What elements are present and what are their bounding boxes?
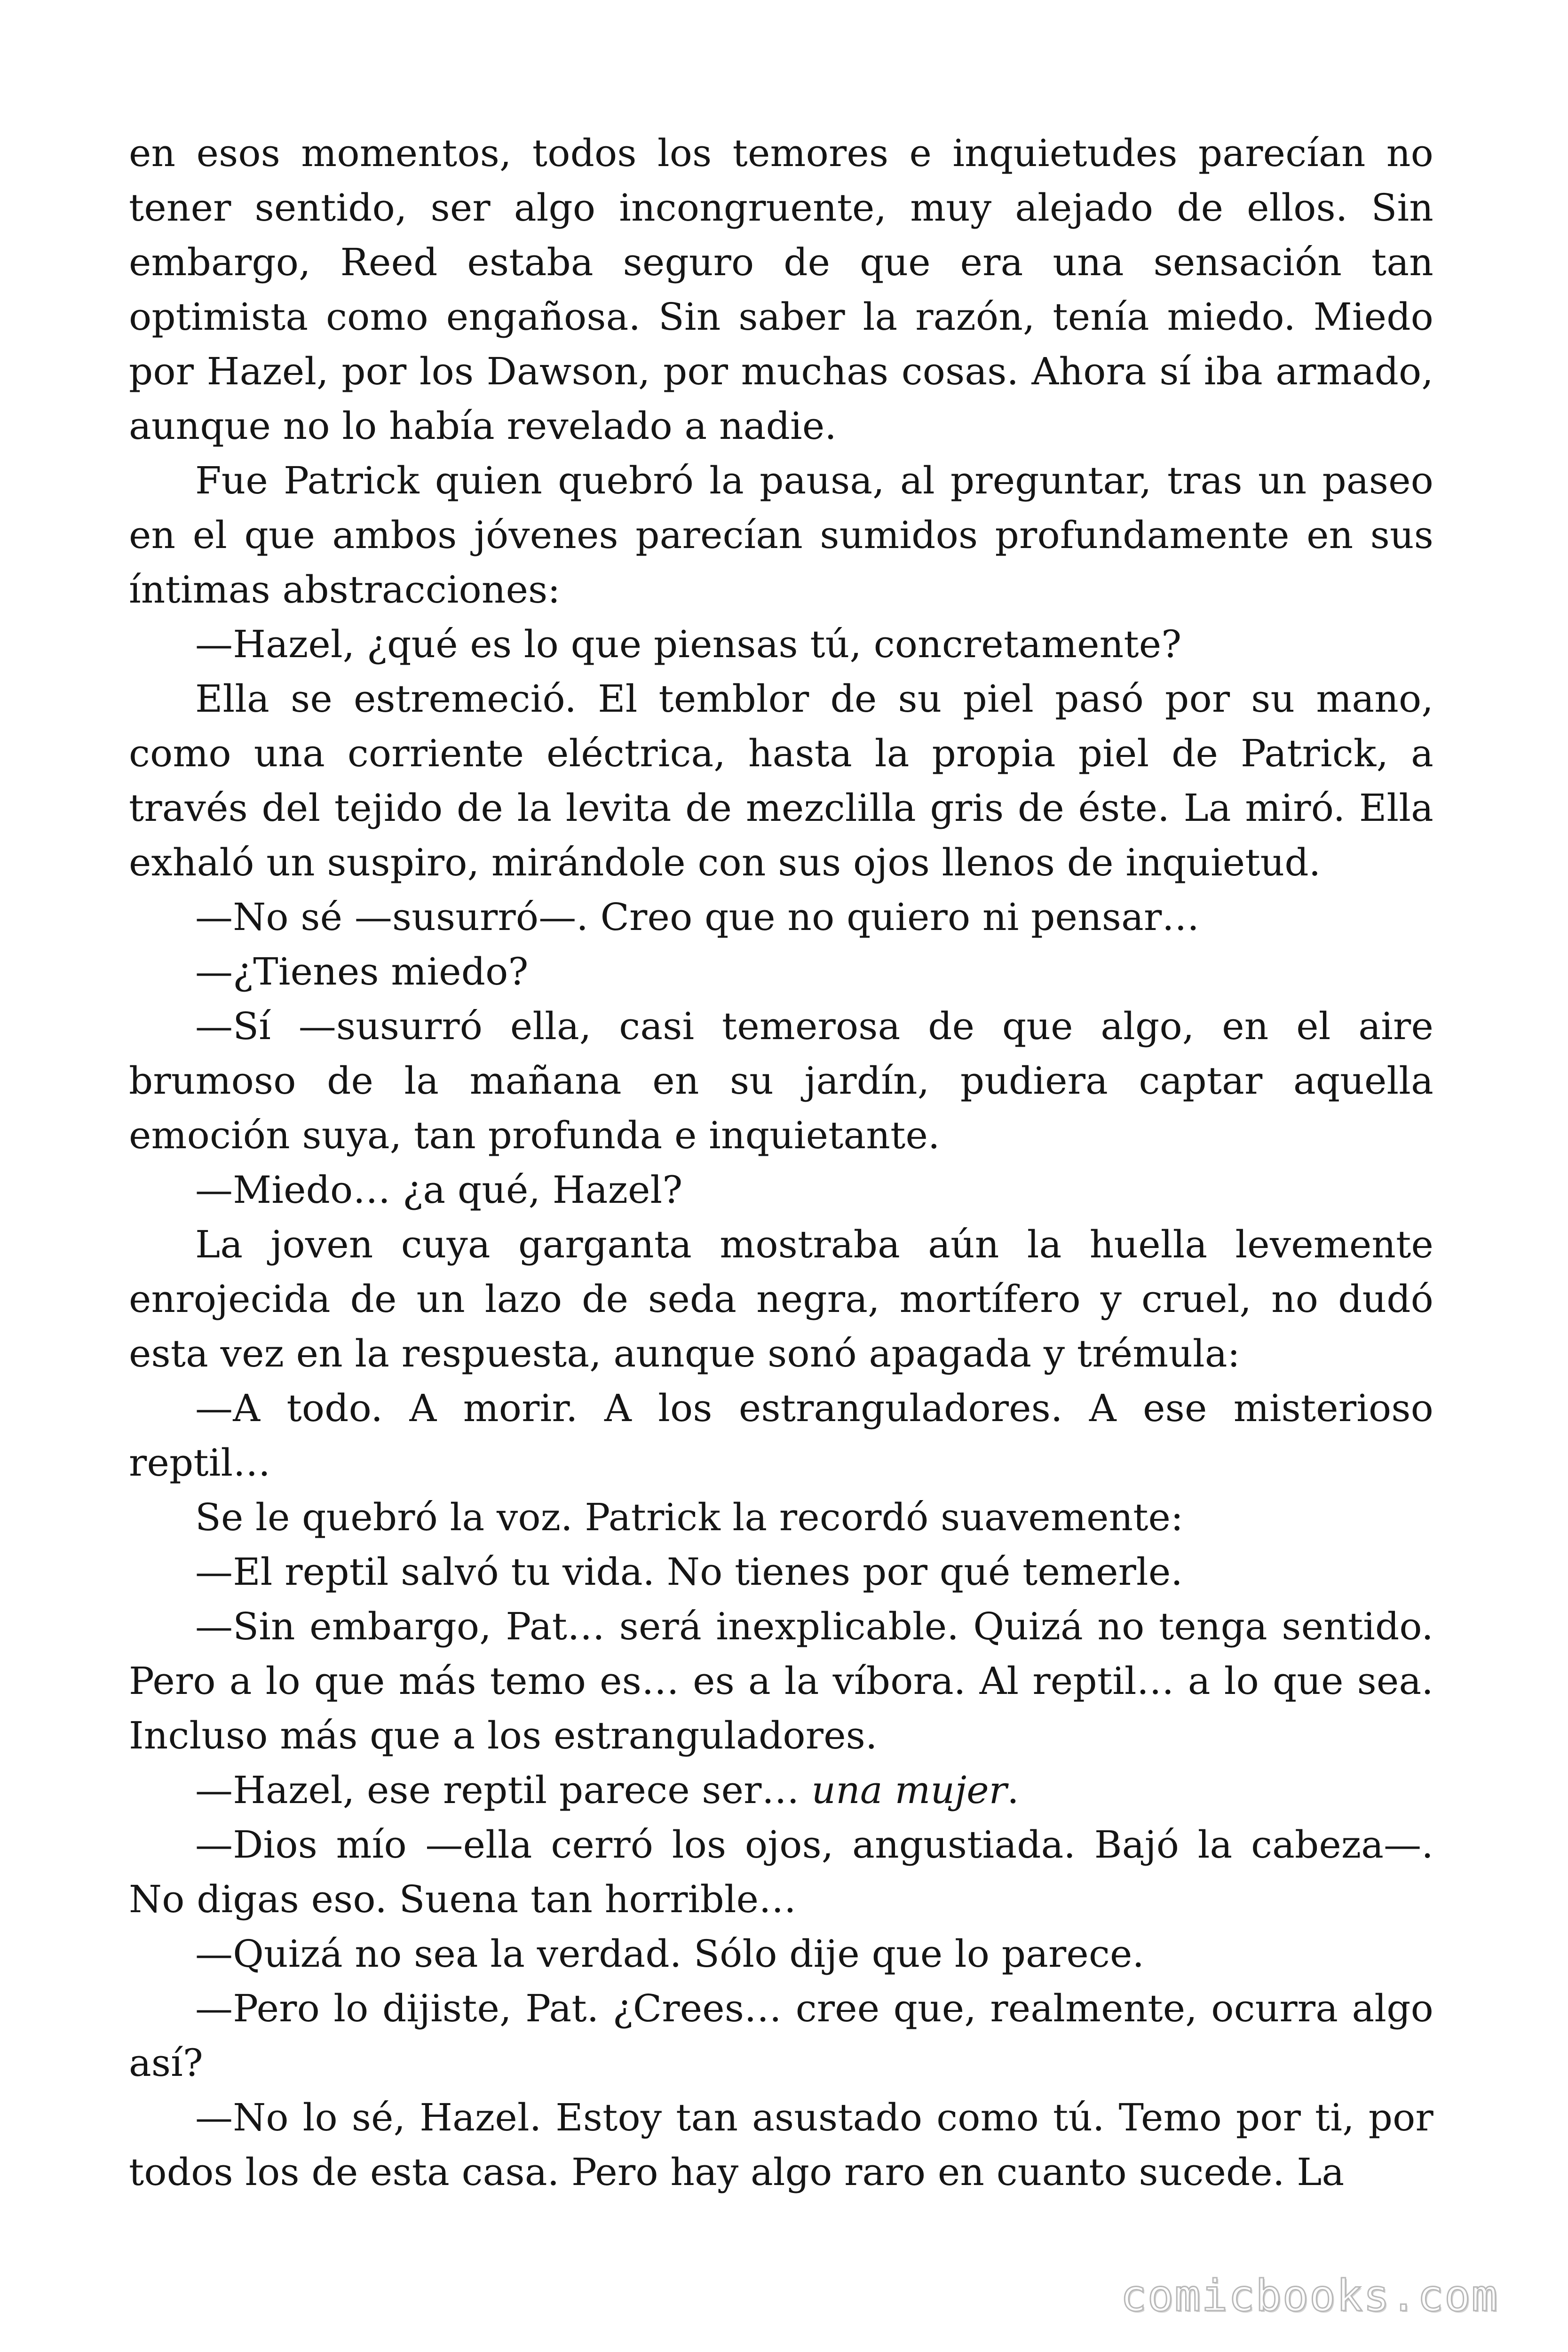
paragraph-5: —No sé —susurró—. Creo que no quiero ni pensar… [195,895,1200,939]
paragraph-18: —No lo sé, Hazel. Estoy tan asustado como tú. Temo por ti, por todos los de esta casa. Pero hay algo raro en cuanto sucede. La [129,2096,1433,2194]
paragraph-17: —Pero lo dijiste, Pat. ¿Crees… cree que, realmente, ocurra algo así? [129,1986,1433,2085]
paragraph-15: —Dios mío —ella cerró los ojos, angustiada. Bajó la cabeza—. No digas eso. Suena tan horrible… [129,1823,1433,1921]
page-text-block [129,126,1433,2200]
paragraph-6: —¿Tienes miedo? [195,950,529,993]
paragraph-4: Ella se estremeció. El temblor de su piel pasó por su mano, como una corriente eléctrica, hasta la propia piel de Patrick, a través del tejido de la levita de mezclilla gris de éste. La miró. Ella exhaló un suspiro, mirándole con sus ojos llenos de inquietud. [129,677,1433,884]
paragraph-7: —Sí —susurró ella, casi temerosa de que algo, en el aire brumoso de la mañana en su jardín, pudiera captar aquella emoción suya, tan profunda e inquietante. [129,1004,1433,1157]
paragraph-2: Fue Patrick quien quebró la pausa, al preguntar, tras un paseo en el que ambos jóvenes parecían sumidos profundamente en sus íntimas abstracciones: [129,459,1433,612]
paragraph-14-italic: una mujer [811,1768,1007,1812]
paragraph-9: La joven cuya garganta mostraba aún la huella levemente enrojecida de un lazo de seda negra, mortífero y cruel, no dudó esta vez en la respuesta, aunque sonó apagada y trémula: [129,1223,1433,1375]
paragraph-14 [129,1763,1433,1818]
paragraph-10: —A todo. A morir. A los estranguladores. A ese misterioso reptil… [129,1386,1433,1485]
paragraph-14-text: —Hazel, ese reptil parece ser… [195,1768,812,1812]
paragraph-3: —Hazel, ¿qué es lo que piensas tú, concretamente? [195,622,1182,666]
paragraph-11: Se le quebró la voz. Patrick la recordó suavemente: [195,1495,1184,1539]
watermark-text: comicbooks.com [1120,2271,1498,2321]
paragraph-14-after: . [1007,1768,1019,1812]
paragraph-8: —Miedo… ¿a qué, Hazel? [195,1168,683,1212]
paragraph-16: —Quizá no sea la verdad. Sólo dije que lo parece. [195,1932,1145,1976]
paragraph-12: —El reptil salvó tu vida. No tienes por qué temerle. [195,1550,1183,1594]
paragraph-13: —Sin embargo, Pat… será inexplicable. Quizá no tenga sentido. Pero a lo que más temo es… es a la víbora. Al reptil… a lo que sea. Incluso más que a los estranguladores. [129,1605,1433,1757]
paragraph-1: en esos momentos, todos los temores e inquietudes parecían no tener sentido, ser algo incongruente, muy alejado de ellos. Sin embargo, Reed estaba seguro de que era una sensación tan optimista como engañosa. Sin saber la razón, tenía miedo. Miedo por Hazel, por los Dawson, por muchas cosas. Ahora sí iba armado, aunque no lo había revelado a nadie. [129,131,1433,448]
